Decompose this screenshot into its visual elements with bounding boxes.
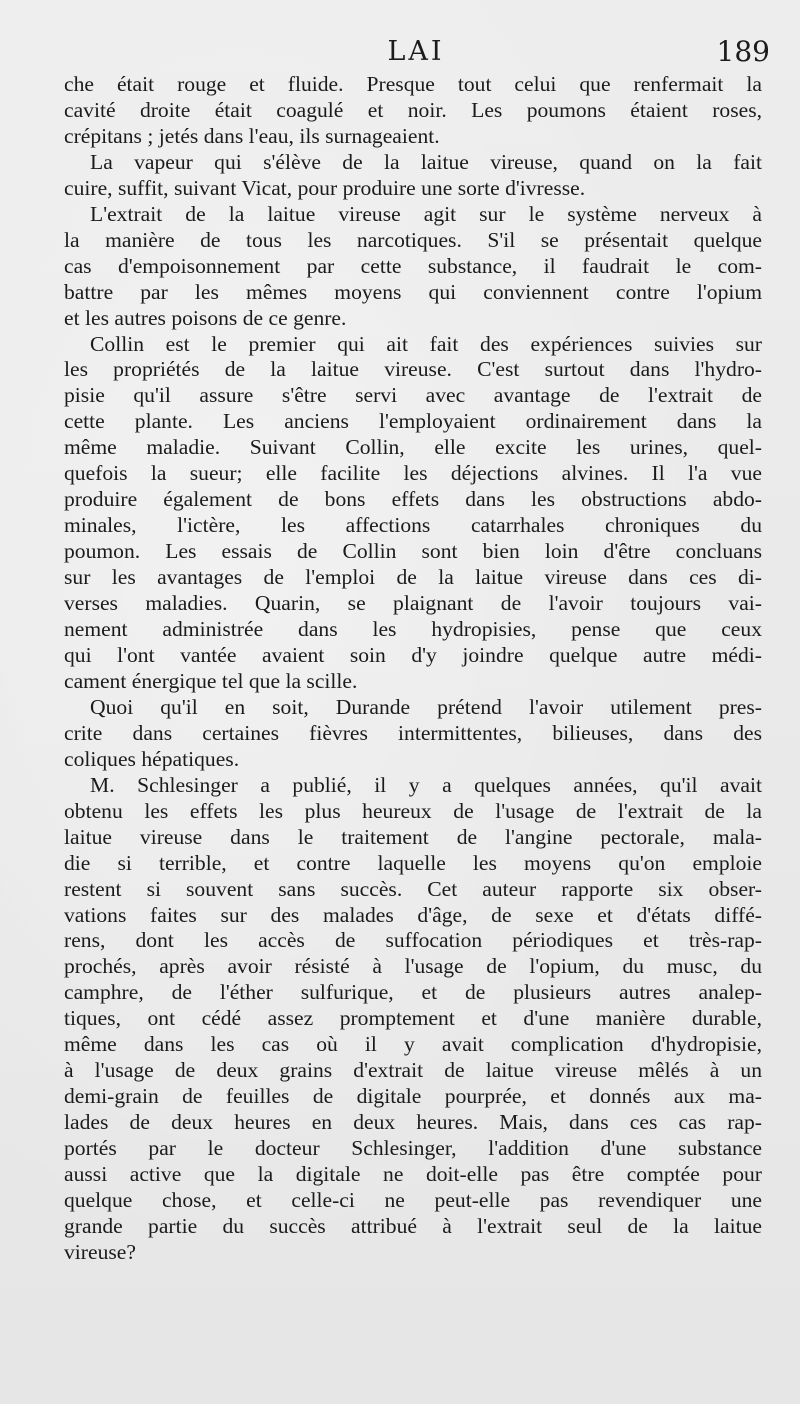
text-line: grande partie du succès attribué à l'extrait seul de la laitue — [64, 1213, 762, 1238]
text-line: vations faites sur des malades d'âge, de sexe et d'états diffé- — [64, 902, 762, 927]
text-line: quefois la sueur; elle facilite les déjections alvines. Il l'a vue — [64, 461, 762, 486]
paragraph — [64, 695, 762, 773]
text-line: portés par le docteur Schlesinger, l'addition d'une substance — [64, 1136, 762, 1161]
running-head — [66, 32, 770, 72]
text-line: poumon. Les essais de Collin sont bien loin d'être concluans — [64, 539, 762, 564]
text-line: lades de deux heures en deux heures. Mais, dans ces cas rap- — [64, 1110, 762, 1135]
text-line: Collin est le premier qui ait fait des expériences suivies sur — [90, 331, 762, 356]
text-line: cuire, suffit, suivant Vicat, pour produire une sorte d'ivresse. — [64, 175, 586, 200]
body-text — [64, 72, 762, 1266]
text-line: demi-grain de feuilles de digitale pourprée, et donnés aux ma- — [64, 1084, 762, 1109]
text-line: L'extrait de la laitue vireuse agit sur le système nerveux à — [90, 201, 762, 226]
text-line: che était rouge et fluide. Presque tout celui que renfermait la — [64, 72, 762, 96]
text-line: Quoi qu'il en soit, Durande prétend l'avoir utilement pres- — [90, 694, 762, 719]
text-line: et les autres poisons de ce genre. — [64, 305, 347, 330]
text-line: battre par les mêmes moyens qui conviennent contre l'opium — [64, 279, 762, 304]
text-line: produire également de bons effets dans les obstructions abdo- — [64, 487, 762, 512]
text-line: La vapeur qui s'élève de la laitue vireuse, quand on la fait — [90, 149, 762, 174]
text-line: rens, dont les accès de suffocation périodiques et très-rap- — [64, 928, 762, 953]
text-line: cavité droite était coagulé et noir. Les poumons étaient roses, — [64, 97, 762, 122]
text-line: coliques hépatiques. — [64, 746, 240, 771]
text-line: cament énergique tel que la scille. — [64, 668, 358, 693]
text-line: verses maladies. Quarin, se plaignant de l'avoir toujours vai- — [64, 591, 762, 616]
text-line: pisie qu'il assure s'être servi avec avantage de l'extrait de — [64, 383, 762, 408]
text-line: sur les avantages de l'emploi de la laitue vireuse dans ces di- — [64, 565, 762, 590]
text-line: vireuse? — [64, 1239, 136, 1264]
text-line: die si terrible, et contre laquelle les moyens qu'on emploie — [64, 850, 762, 875]
text-line: les propriétés de la laitue vireuse. C'est surtout dans l'hydro- — [64, 357, 762, 382]
paragraph — [64, 202, 762, 332]
text-line: tiques, ont cédé assez promptement et d'une manière durable, — [64, 1006, 762, 1031]
text-line: crépitans ; jetés dans l'eau, ils surnageaient. — [64, 123, 440, 148]
text-line: M. Schlesinger a publié, il y a quelques années, qu'il avait — [90, 772, 762, 797]
text-line: cas d'empoisonnement par cette substance, il faudrait le com- — [64, 253, 762, 278]
text-line: cette plante. Les anciens l'employaient ordinairement dans la — [64, 409, 762, 434]
text-line: nement administrée dans les hydropisies, pense que ceux — [64, 617, 762, 642]
text-line: même maladie. Suivant Collin, elle excite les urines, quel- — [64, 435, 762, 460]
text-line: la manière de tous les narcotiques. S'il se présentait quelque — [64, 227, 762, 252]
text-line: obtenu les effets les plus heureux de l'usage de l'extrait de la — [64, 798, 762, 823]
text-line: aussi active que la digitale ne doit-elle pas être comptée pour — [64, 1162, 762, 1187]
text-line: à l'usage de deux grains d'extrait de laitue vireuse mêlés à un — [64, 1058, 762, 1083]
text-line: quelque chose, et celle-ci ne peut-elle pas revendiquer une — [64, 1187, 762, 1212]
text-line: crite dans certaines fièvres intermittentes, bilieuses, dans des — [64, 720, 762, 745]
paragraph — [64, 72, 762, 150]
text-line: restent si souvent sans succès. Cet auteur rapporte six obser- — [64, 876, 762, 901]
paragraph — [64, 332, 762, 695]
paragraph — [64, 150, 762, 202]
text-line: camphre, de l'éther sulfurique, et de plusieurs autres analep- — [64, 980, 762, 1005]
text-line: minales, l'ictère, les affections catarrhales chroniques du — [64, 513, 762, 538]
text-line: prochés, après avoir résisté à l'usage de l'opium, du musc, du — [64, 954, 762, 979]
page-number: 189 — [716, 35, 770, 68]
text-line: même dans les cas où il y avait complication d'hydropisie, — [64, 1032, 762, 1057]
text-line: qui l'ont vantée avaient soin d'y joindre quelque autre médi- — [64, 642, 762, 667]
paragraph — [64, 773, 762, 1266]
running-head-title: LAI — [387, 36, 445, 67]
text-line: laitue vireuse dans le traitement de l'angine pectorale, mala- — [64, 824, 762, 849]
